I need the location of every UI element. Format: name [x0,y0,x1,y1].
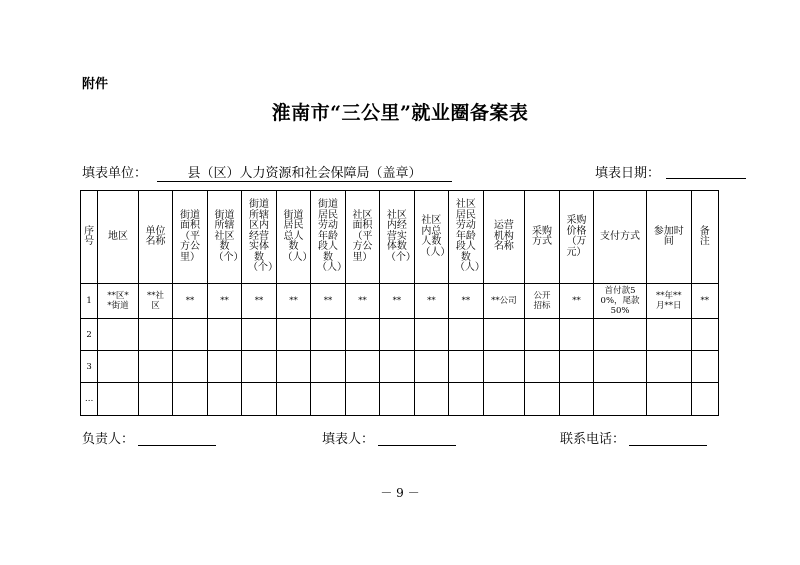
header-cell: 街道居民总人数（人） [276,191,310,284]
table-cell [311,319,345,351]
filler-blank [378,431,456,446]
table-row [81,383,719,416]
table-cell [646,383,691,416]
table-cell [646,351,691,383]
header-cell: 参加时间 [646,191,691,284]
header-cell: 社区面积（平方公里） [345,191,379,284]
table-cell [173,383,207,416]
table-cell [646,319,691,351]
phone-blank [629,431,707,446]
table-cell [449,351,483,383]
table-cell [242,383,276,416]
table-cell [207,319,241,351]
table-cell: 3 [81,351,98,383]
table-cell: **社区 [138,284,172,319]
table-cell [98,383,139,416]
table-cell [380,319,414,351]
table-cell [98,319,139,351]
responsible-row [82,428,216,447]
table-cell [98,351,139,383]
table-cell: ** [449,284,483,319]
fill-date-blank [666,164,746,179]
table-cell [380,383,414,416]
table-cell [173,351,207,383]
header-cell: 采购价格（万元） [559,191,593,284]
fill-unit-label: 填表单位： [82,166,148,181]
table-row [81,319,719,351]
phone-row [560,428,707,447]
table-cell: ** [207,284,241,319]
filler-label: 填表人： [322,432,375,447]
fill-date-row [595,162,746,181]
registration-table [80,190,719,416]
header-cell: 采购方式 [525,191,559,284]
table-cell: 首付款50%，尾款50% [594,284,647,319]
header-cell: 街道居民劳动年龄段人数（人） [311,191,345,284]
table-cell: 1 [81,284,98,319]
table-cell: ** [691,284,718,319]
table-cell [414,351,448,383]
fill-unit-row [82,162,452,182]
table-cell [207,351,241,383]
table-cell [559,383,593,416]
table-cell [345,351,379,383]
table-cell [483,319,525,351]
table-cell [449,319,483,351]
table-row [81,351,719,383]
table-cell [138,319,172,351]
fill-unit-value: 县（区）人力资源和社会保障局（盖章） [157,162,452,182]
table-cell [594,319,647,351]
table-cell [414,383,448,416]
phone-label: 联系电话： [560,432,626,447]
page-number: － 9 － [380,486,420,500]
header-cell: 单位名称 [138,191,172,284]
table-cell [380,351,414,383]
table-cell [594,351,647,383]
table-cell [525,319,559,351]
responsible-blank [138,431,216,446]
table-cell: ** [380,284,414,319]
table-cell [276,319,310,351]
table-cell [483,383,525,416]
table-cell [559,319,593,351]
table-cell: **区**街道 [98,284,139,319]
header-cell: 街道所辖区内经营实体数（个） [242,191,276,284]
table-cell: ** [242,284,276,319]
table-cell: … [81,383,98,416]
table-cell [691,351,718,383]
table-cell [138,351,172,383]
table-cell [276,383,310,416]
table-cell: ** [173,284,207,319]
table-cell [276,351,310,383]
table-row [81,284,719,319]
header-cell: 备注 [691,191,718,284]
header-cell: 支付方式 [594,191,647,284]
table-cell: 2 [81,319,98,351]
fill-date-label: 填表日期： [595,166,661,181]
table-cell [525,351,559,383]
table-cell: 公开招标 [525,284,559,319]
table-cell [345,319,379,351]
header-cell: 街道所辖社区数（个） [207,191,241,284]
header-cell: 序号 [81,191,98,284]
attachment-label: 附件 [82,77,109,92]
filler-row [322,428,456,447]
table-cell [449,383,483,416]
table-cell: ** [311,284,345,319]
table-cell [594,383,647,416]
table-cell: **年**月**日 [646,284,691,319]
table-cell [242,319,276,351]
table-cell: ** [345,284,379,319]
table-cell [483,351,525,383]
table-cell [138,383,172,416]
table-cell [691,319,718,351]
table-cell [242,351,276,383]
table-cell [311,351,345,383]
table-cell [207,383,241,416]
header-cell: 社区内经营实体数（个） [380,191,414,284]
table-cell: ** [276,284,310,319]
table-cell: ** [559,284,593,319]
header-cell: 运营机构名称 [483,191,525,284]
table-cell [414,319,448,351]
table-header-row [81,191,719,284]
header-cell: 街道面积（平方公里） [173,191,207,284]
table-cell [345,383,379,416]
header-cell: 社区内总人数（人） [414,191,448,284]
table-cell [173,319,207,351]
table-cell: ** [414,284,448,319]
table-cell [691,383,718,416]
page-title: 淮南市“三公里”就业圈备案表 [271,102,529,124]
table-cell [311,383,345,416]
table-cell [559,351,593,383]
table-cell: **公司 [483,284,525,319]
responsible-label: 负责人： [82,432,135,447]
table-cell [525,383,559,416]
header-cell: 地区 [98,191,139,284]
header-cell: 社区居民劳动年龄段人数（人） [449,191,483,284]
